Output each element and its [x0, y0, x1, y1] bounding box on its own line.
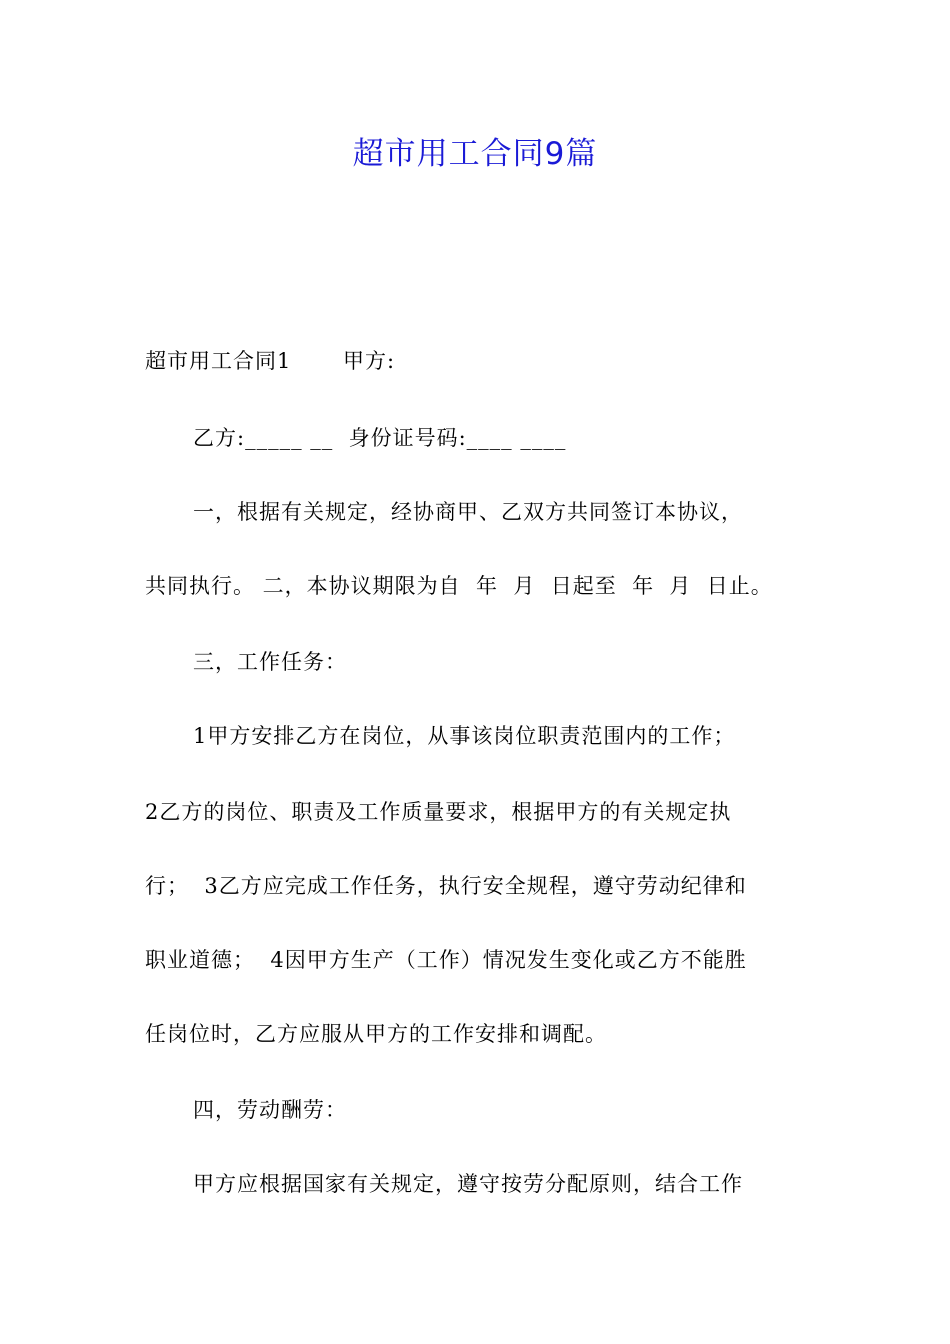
- contract-header-line: 超市用工合同1 甲方:: [145, 349, 396, 373]
- task-line-4: 职业道德； 4因甲方生产（工作）情况发生变化或乙方不能胜: [145, 948, 747, 972]
- document-title: 超市用工合同9篇: [352, 136, 598, 172]
- clause-four-heading: 四，劳动酬劳：: [193, 1098, 347, 1122]
- task-line-1: 1甲方安排乙方在岗位，从事该岗位职责范围内的工作；: [193, 724, 736, 748]
- clause-three-heading: 三，工作任务：: [193, 650, 347, 674]
- task-line-2: 2乙方的岗位、职责及工作质量要求，根据甲方的有关规定执: [145, 800, 732, 824]
- clause-one-line: 一，根据有关规定，经协商甲、乙双方共同签订本协议，: [193, 500, 743, 524]
- clause-two-line: 共同执行。 二，本协议期限为自 年 月 日起至 年 月 日止。: [145, 574, 773, 598]
- remuneration-line-1: 甲方应根据国家有关规定，遵守按劳分配原则，结合工作: [193, 1172, 743, 1196]
- party-b-line: 乙方:_____ __ 身份证号码:____ ____: [193, 426, 567, 450]
- task-line-5: 任岗位时，乙方应服从甲方的工作安排和调配。: [145, 1022, 607, 1046]
- task-line-3: 行； 3乙方应完成工作任务，执行安全规程，遵守劳动纪律和: [145, 874, 747, 898]
